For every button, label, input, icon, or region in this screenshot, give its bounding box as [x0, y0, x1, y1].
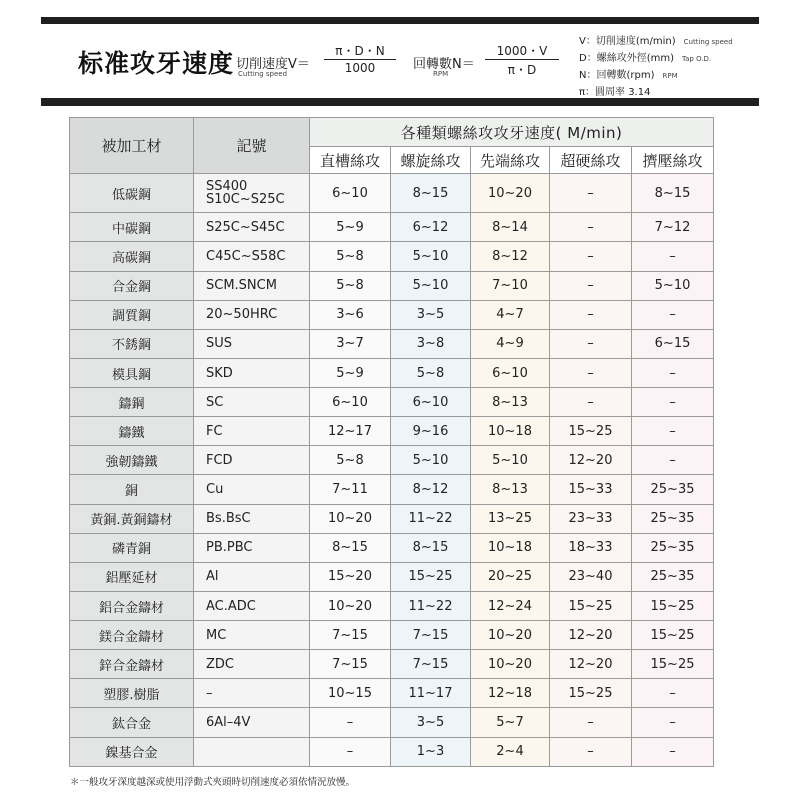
footnote: ＊一般攻牙深度越深或使用浮動式夾頭時切削速度必須依情況放慢。	[70, 777, 356, 788]
header-type-straight-flute: 直槽絲攻	[310, 147, 391, 174]
header-type-carbide: 超硬絲攻	[550, 147, 632, 174]
speed-value-cell: 10~15	[310, 679, 391, 708]
code-cell	[194, 446, 310, 475]
speed-value-cell: 18~33	[550, 533, 632, 562]
speed-value-cell: 7~15	[391, 650, 471, 679]
speed-value-cell: 11~22	[391, 591, 471, 620]
speed-value-cell: 5~7	[471, 708, 550, 737]
table-row	[70, 504, 714, 533]
speed-value-cell: 12~20	[550, 621, 632, 650]
speed-value-cell: –	[632, 708, 714, 737]
speed-value-cell: 5~8	[310, 271, 391, 300]
table-row	[70, 446, 714, 475]
speed-value-cell: 10~18	[471, 533, 550, 562]
speed-value-cell: –	[550, 213, 632, 242]
material-cell: 中碳鋼	[70, 213, 194, 242]
material-cell: 銅	[70, 475, 194, 504]
material-cell: 鑄鐵	[70, 417, 194, 446]
table-row	[70, 475, 714, 504]
speed-value-cell: 4~9	[471, 329, 550, 358]
speed-value-cell: 3~6	[310, 300, 391, 329]
speed-value-cell: 5~10	[391, 242, 471, 271]
code-text: SUS	[206, 336, 233, 352]
cutting-speed-fraction-line	[324, 59, 396, 60]
code-cell	[194, 358, 310, 387]
speed-value-cell: 20~25	[471, 562, 550, 591]
header-speed-group: 各種類螺絲攻攻牙速度( M/min)	[310, 118, 714, 147]
code-cell	[194, 708, 310, 737]
speed-value-cell: 12~20	[550, 650, 632, 679]
material-cell: 調質鋼	[70, 300, 194, 329]
table-row	[70, 271, 714, 300]
code-cell	[194, 650, 310, 679]
rpm-label: 回轉數N＝	[413, 57, 475, 72]
speed-value-cell: 6~10	[310, 174, 391, 213]
speed-value-cell: –	[632, 679, 714, 708]
speed-value-cell: –	[632, 388, 714, 417]
material-cell: 高碳鋼	[70, 242, 194, 271]
table-row	[70, 329, 714, 358]
header-type-spiral-flute: 螺旋絲攻	[391, 147, 471, 174]
speed-value-cell: 2~4	[471, 737, 550, 766]
table-row	[70, 242, 714, 271]
speed-value-cell: 5~10	[632, 271, 714, 300]
speed-value-cell: 5~9	[310, 213, 391, 242]
speed-value-cell: 8~15	[632, 174, 714, 213]
speed-value-cell: –	[632, 300, 714, 329]
speed-value-cell: –	[550, 388, 632, 417]
speed-value-cell: 11~17	[391, 679, 471, 708]
speed-value-cell: –	[632, 242, 714, 271]
speed-value-cell: 10~20	[471, 621, 550, 650]
speed-value-cell: 1~3	[391, 737, 471, 766]
code-cell	[194, 533, 310, 562]
material-cell: 低碳鋼	[70, 174, 194, 213]
header-type-spiral-point: 先端絲攻	[471, 147, 550, 174]
speed-value-cell: 8~14	[471, 213, 550, 242]
speed-value-cell: 25~35	[632, 562, 714, 591]
code-cell	[194, 417, 310, 446]
speed-value-cell: –	[550, 358, 632, 387]
speed-value-cell: 15~25	[632, 591, 714, 620]
speed-value-cell: 12~20	[550, 446, 632, 475]
legend-item-v: V：切削速度(m/min) Cutting speed	[579, 36, 733, 47]
speed-value-cell: 25~35	[632, 475, 714, 504]
speed-value-cell: 7~11	[310, 475, 391, 504]
table-row	[70, 388, 714, 417]
code-cell	[194, 213, 310, 242]
table-row	[70, 213, 714, 242]
table-row	[70, 358, 714, 387]
code-cell	[194, 271, 310, 300]
speed-value-cell: –	[632, 737, 714, 766]
speed-value-cell: 10~20	[310, 591, 391, 620]
speed-value-cell: 10~20	[310, 504, 391, 533]
code-text: MC	[206, 627, 227, 643]
rpm-denominator: π・D	[507, 63, 537, 77]
speed-value-cell: –	[550, 737, 632, 766]
speed-value-cell: 13~25	[471, 504, 550, 533]
material-cell: 鎳基合金	[70, 737, 194, 766]
speed-value-cell: 6~10	[471, 358, 550, 387]
code-text: 6Al–4V	[206, 715, 251, 731]
speed-value-cell: 10~18	[471, 417, 550, 446]
code-cell	[194, 300, 310, 329]
speed-value-cell: 5~8	[310, 446, 391, 475]
table-row	[70, 621, 714, 650]
speed-value-cell: 11~22	[391, 504, 471, 533]
speed-value-cell: –	[310, 708, 391, 737]
code-text: SKD	[206, 365, 233, 381]
speed-value-cell: 15~25	[632, 650, 714, 679]
code-text: 20~50HRC	[206, 307, 278, 323]
rpm-sub: RPM	[433, 70, 449, 78]
code-text: Al	[206, 569, 219, 585]
tapping-speed-table	[69, 117, 714, 767]
table-row	[70, 708, 714, 737]
code-text: SS400	[206, 179, 248, 195]
header-bottom-rule	[41, 98, 759, 106]
header-material: 被加工材	[70, 118, 194, 174]
header-type-forming: 擠壓絲攻	[632, 147, 714, 174]
table-row	[70, 562, 714, 591]
material-cell: 黃銅.黃銅鑄材	[70, 504, 194, 533]
legend-item-n: N：回轉數(rpm) RPM	[579, 70, 678, 81]
speed-value-cell: 6~12	[391, 213, 471, 242]
speed-value-cell: 5~10	[471, 446, 550, 475]
code-cell	[194, 174, 310, 213]
speed-value-cell: 23~40	[550, 562, 632, 591]
table-body	[70, 174, 714, 767]
speed-value-cell: 7~15	[310, 621, 391, 650]
code-text: C45C~S58C	[206, 249, 286, 265]
legend-item-d: D：螺絲攻外徑(mm) Tap O.D.	[579, 53, 712, 64]
rpm-numerator: 1000・V	[496, 44, 548, 58]
speed-value-cell: 5~8	[310, 242, 391, 271]
code-cell	[194, 737, 310, 766]
speed-value-cell: 4~7	[471, 300, 550, 329]
speed-value-cell: –	[310, 737, 391, 766]
table-row	[70, 300, 714, 329]
speed-value-cell: 8~12	[471, 242, 550, 271]
speed-value-cell: 6~15	[632, 329, 714, 358]
cutting-speed-label: 切削速度V＝	[236, 57, 310, 72]
speed-value-cell: 15~25	[550, 591, 632, 620]
cutting-speed-sub: Cutting speed	[238, 70, 288, 78]
rpm-fraction-line	[485, 59, 559, 60]
code-text: S25C~S45C	[206, 219, 285, 235]
code-text: FC	[206, 423, 223, 439]
material-cell: 塑膠.樹脂	[70, 679, 194, 708]
code-cell	[194, 679, 310, 708]
speed-value-cell: –	[550, 271, 632, 300]
code-cell	[194, 388, 310, 417]
speed-value-cell: 10~20	[471, 174, 550, 213]
speed-value-cell: 25~35	[632, 533, 714, 562]
speed-value-cell: 3~7	[310, 329, 391, 358]
speed-value-cell: 25~35	[632, 504, 714, 533]
speed-value-cell: 5~10	[391, 446, 471, 475]
speed-value-cell: 5~9	[310, 358, 391, 387]
cutting-speed-denominator: 1000	[344, 61, 376, 75]
table-row	[70, 737, 714, 766]
code-cell	[194, 504, 310, 533]
speed-value-cell: 8~12	[391, 475, 471, 504]
speed-value-cell: –	[550, 242, 632, 271]
speed-value-cell: –	[632, 446, 714, 475]
material-cell: 鑄鋼	[70, 388, 194, 417]
code-text: PB.PBC	[206, 540, 253, 556]
table-row	[70, 174, 714, 213]
speed-value-cell: 6~10	[391, 388, 471, 417]
speed-value-cell: 10~20	[471, 650, 550, 679]
speed-value-cell: 3~5	[391, 300, 471, 329]
code-cell	[194, 242, 310, 271]
table-row	[70, 591, 714, 620]
speed-value-cell: –	[632, 417, 714, 446]
speed-value-cell: 8~15	[391, 533, 471, 562]
code-text: Bs.BsC	[206, 511, 251, 527]
speed-value-cell: 15~25	[550, 417, 632, 446]
material-cell: 鋁壓延材	[70, 562, 194, 591]
code-cell	[194, 475, 310, 504]
speed-value-cell: 15~20	[310, 562, 391, 591]
speed-value-cell: 5~10	[391, 271, 471, 300]
material-cell: 不銹鋼	[70, 329, 194, 358]
speed-value-cell: –	[550, 708, 632, 737]
material-cell: 鋁合金鑄材	[70, 591, 194, 620]
speed-value-cell: 3~5	[391, 708, 471, 737]
material-cell: 鋅合金鑄材	[70, 650, 194, 679]
cutting-speed-numerator: π・D・N	[335, 44, 385, 58]
code-cell	[194, 621, 310, 650]
header-code: 記號	[194, 118, 310, 174]
table-row	[70, 533, 714, 562]
code-text: –	[206, 685, 213, 701]
speed-value-cell: 7~12	[632, 213, 714, 242]
code-text: FCD	[206, 452, 233, 468]
speed-value-cell: 5~8	[391, 358, 471, 387]
speed-value-cell: 6~10	[310, 388, 391, 417]
code-text-secondary: S10C~S25C	[206, 192, 285, 208]
speed-value-cell: 12~17	[310, 417, 391, 446]
speed-value-cell: 8~13	[471, 388, 550, 417]
material-cell: 鈦合金	[70, 708, 194, 737]
speed-value-cell: 8~15	[310, 533, 391, 562]
speed-value-cell: 7~10	[471, 271, 550, 300]
material-cell: 強韌鑄鐵	[70, 446, 194, 475]
code-cell	[194, 329, 310, 358]
material-cell: 鎂合金鑄材	[70, 621, 194, 650]
code-cell	[194, 591, 310, 620]
page-title: 标准攻牙速度	[78, 49, 235, 78]
speed-value-cell: 7~15	[310, 650, 391, 679]
header-top-rule	[41, 17, 759, 24]
speed-value-cell: –	[632, 358, 714, 387]
table-row	[70, 650, 714, 679]
speed-value-cell: 12~18	[471, 679, 550, 708]
speed-value-cell: 8~13	[471, 475, 550, 504]
speed-value-cell: 15~25	[550, 679, 632, 708]
speed-value-cell: 15~25	[632, 621, 714, 650]
speed-value-cell: –	[550, 300, 632, 329]
legend-item-pi: π：圓周率 3.14	[579, 87, 651, 98]
speed-value-cell: 9~16	[391, 417, 471, 446]
speed-value-cell: 8~15	[391, 174, 471, 213]
speed-value-cell: 23~33	[550, 504, 632, 533]
code-text: ZDC	[206, 656, 234, 672]
code-text: SCM.SNCM	[206, 278, 277, 294]
code-text: AC.ADC	[206, 598, 256, 614]
speed-value-cell: 15~25	[391, 562, 471, 591]
speed-value-cell: 15~33	[550, 475, 632, 504]
speed-value-cell: –	[550, 329, 632, 358]
code-text: SC	[206, 394, 224, 410]
speed-value-cell: 3~8	[391, 329, 471, 358]
speed-value-cell: –	[550, 174, 632, 213]
table-row	[70, 417, 714, 446]
material-cell: 合金鋼	[70, 271, 194, 300]
table-row	[70, 679, 714, 708]
speed-value-cell: 12~24	[471, 591, 550, 620]
material-cell: 模具鋼	[70, 358, 194, 387]
speed-value-cell: 7~15	[391, 621, 471, 650]
material-cell: 磷青銅	[70, 533, 194, 562]
code-cell	[194, 562, 310, 591]
code-text: Cu	[206, 482, 224, 498]
